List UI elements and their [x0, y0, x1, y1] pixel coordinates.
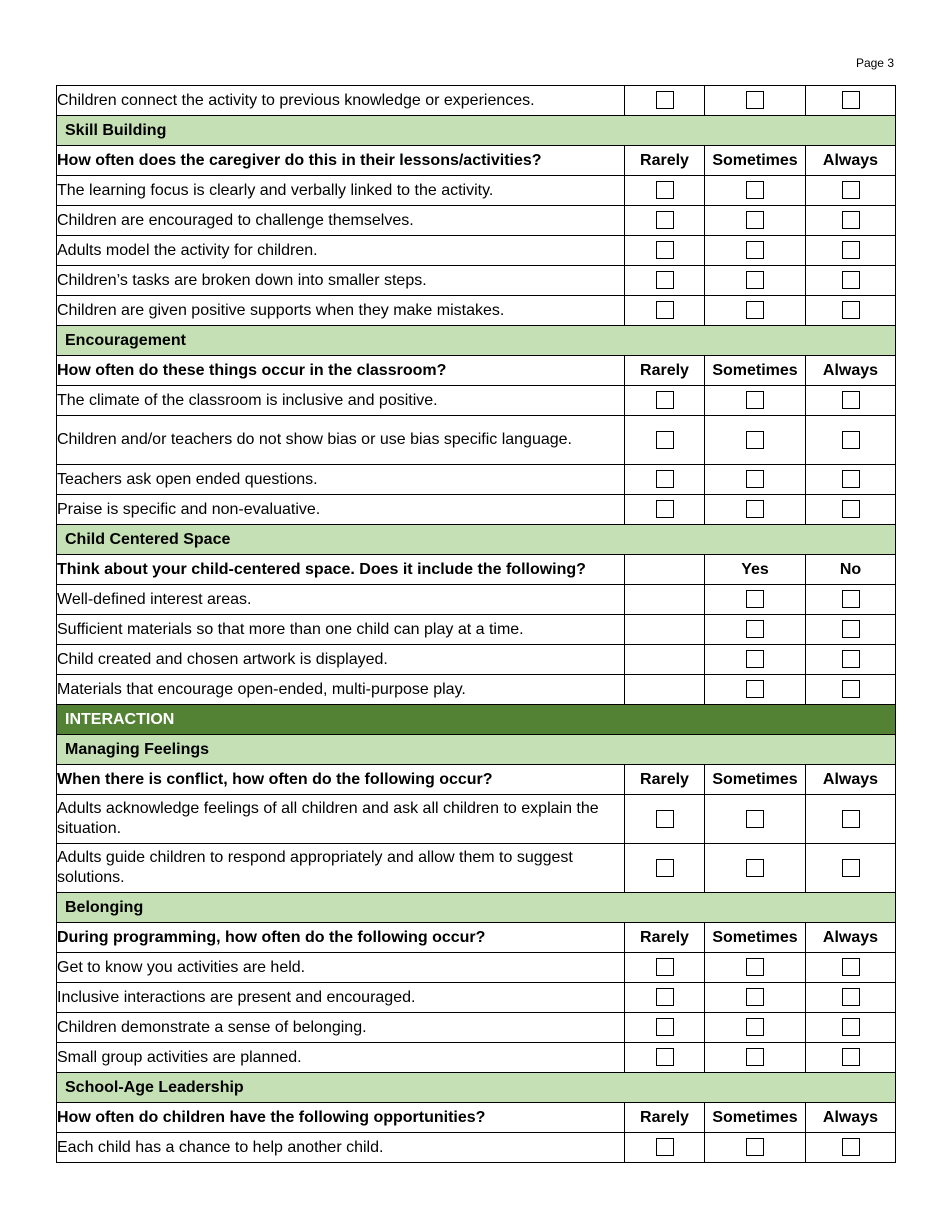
- checklist-row: [57, 585, 896, 615]
- section-header-encouragement: [57, 326, 896, 356]
- column-header-no: No: [806, 555, 896, 585]
- checklist-row: [57, 465, 896, 495]
- item-text: Teachers ask open ended questions.: [57, 465, 625, 495]
- column-header-yes: Yes: [705, 555, 806, 585]
- checkbox-always[interactable]: [842, 241, 860, 259]
- checklist-row: [57, 236, 896, 266]
- question-text: During programming, how often do the following occur?: [57, 923, 625, 953]
- checkbox-always[interactable]: [842, 1048, 860, 1066]
- checklist-row: [57, 495, 896, 525]
- checkbox-always[interactable]: [842, 1138, 860, 1156]
- checkbox-rarely[interactable]: [656, 241, 674, 259]
- checklist-row: [57, 645, 896, 675]
- checkbox-sometimes[interactable]: [746, 211, 764, 229]
- checkbox-rarely[interactable]: [656, 958, 674, 976]
- item-text: The climate of the classroom is inclusive and positive.: [57, 386, 625, 416]
- category-title: INTERACTION: [57, 705, 896, 735]
- checkbox-sometimes[interactable]: [746, 91, 764, 109]
- checkbox-yes[interactable]: [746, 680, 764, 698]
- checkbox-rarely[interactable]: [656, 91, 674, 109]
- item-text: Children demonstrate a sense of belonging.: [57, 1013, 625, 1043]
- category-header-interaction: [57, 705, 896, 735]
- checkbox-rarely[interactable]: [656, 211, 674, 229]
- checkbox-always[interactable]: [842, 211, 860, 229]
- question-row: [57, 765, 896, 795]
- section-title: Managing Feelings: [57, 735, 896, 765]
- item-text: Adults guide children to respond appropriately and allow them to suggest solutions.: [57, 844, 625, 893]
- checklist-row: [57, 266, 896, 296]
- checkbox-sometimes[interactable]: [746, 241, 764, 259]
- item-text: Children’s tasks are broken down into smaller steps.: [57, 266, 625, 296]
- column-header-sometimes: Sometimes: [705, 1103, 806, 1133]
- column-header-always: Always: [806, 356, 896, 386]
- checklist-row: [57, 953, 896, 983]
- checkbox-rarely[interactable]: [656, 1048, 674, 1066]
- checkbox-rarely[interactable]: [656, 859, 674, 877]
- column-header-rarely: Rarely: [625, 765, 705, 795]
- question-text: Think about your child-centered space. Does it include the following?: [57, 555, 625, 585]
- item-text: Adults model the activity for children.: [57, 236, 625, 266]
- question-text: How often does the caregiver do this in their lessons/activities?: [57, 146, 625, 176]
- section-title: School-Age Leadership: [57, 1073, 896, 1103]
- checkbox-sometimes[interactable]: [746, 391, 764, 409]
- question-text: How often do these things occur in the classroom?: [57, 356, 625, 386]
- checkbox-sometimes[interactable]: [746, 431, 764, 449]
- checkbox-sometimes[interactable]: [746, 810, 764, 828]
- section-header-skill-building: [57, 116, 896, 146]
- checkbox-yes[interactable]: [746, 590, 764, 608]
- item-text: Children connect the activity to previous knowledge or experiences.: [57, 86, 625, 116]
- checkbox-sometimes[interactable]: [746, 1138, 764, 1156]
- checkbox-rarely[interactable]: [656, 271, 674, 289]
- empty-cell: [625, 675, 705, 705]
- checklist-row: [57, 296, 896, 326]
- checkbox-always[interactable]: [842, 391, 860, 409]
- checklist-row: [57, 416, 896, 465]
- item-text: Small group activities are planned.: [57, 1043, 625, 1073]
- column-header-rarely: Rarely: [625, 356, 705, 386]
- checkbox-always[interactable]: [842, 958, 860, 976]
- checkbox-sometimes[interactable]: [746, 859, 764, 877]
- column-header-rarely: Rarely: [625, 146, 705, 176]
- item-text: Inclusive interactions are present and encouraged.: [57, 983, 625, 1013]
- checkbox-rarely[interactable]: [656, 301, 674, 319]
- item-text: Materials that encourage open-ended, multi-purpose play.: [57, 675, 625, 705]
- checkbox-no[interactable]: [842, 680, 860, 698]
- checklist-row: [57, 1013, 896, 1043]
- checkbox-rarely[interactable]: [656, 470, 674, 488]
- column-header-sometimes: Sometimes: [705, 146, 806, 176]
- checkbox-always[interactable]: [842, 271, 860, 289]
- column-header-sometimes: Sometimes: [705, 765, 806, 795]
- checkbox-rarely[interactable]: [656, 500, 674, 518]
- checkbox-rarely[interactable]: [656, 431, 674, 449]
- item-text: Adults acknowledge feelings of all children and ask all children to explain the situation.: [57, 795, 625, 844]
- item-text: Children and/or teachers do not show bias or use bias specific language.: [57, 416, 625, 465]
- checkbox-rarely[interactable]: [656, 1138, 674, 1156]
- checklist-row: [57, 983, 896, 1013]
- checkbox-no[interactable]: [842, 590, 860, 608]
- checkbox-sometimes[interactable]: [746, 181, 764, 199]
- checklist-row: [57, 1133, 896, 1163]
- empty-cell: [625, 615, 705, 645]
- section-title: Skill Building: [57, 116, 896, 146]
- checklist-row: [57, 386, 896, 416]
- checkbox-yes[interactable]: [746, 620, 764, 638]
- section-title: Encouragement: [57, 326, 896, 356]
- column-header-sometimes: Sometimes: [705, 923, 806, 953]
- checkbox-always[interactable]: [842, 859, 860, 877]
- checkbox-always[interactable]: [842, 431, 860, 449]
- checklist-row: [57, 1043, 896, 1073]
- checkbox-rarely[interactable]: [656, 391, 674, 409]
- checklist-row: [57, 844, 896, 893]
- column-header-always: Always: [806, 1103, 896, 1133]
- section-header-belonging: [57, 893, 896, 923]
- item-text: Each child has a chance to help another child.: [57, 1133, 625, 1163]
- section-title: Belonging: [57, 893, 896, 923]
- item-text: Well-defined interest areas.: [57, 585, 625, 615]
- page-number: Page 3: [855, 56, 894, 70]
- question-row: [57, 923, 896, 953]
- item-text: Praise is specific and non-evaluative.: [57, 495, 625, 525]
- question-row: [57, 1103, 896, 1133]
- item-text: Children are given positive supports when they make mistakes.: [57, 296, 625, 326]
- checkbox-yes[interactable]: [746, 650, 764, 668]
- item-text: Get to know you activities are held.: [57, 953, 625, 983]
- column-header-empty: [625, 555, 705, 585]
- checkbox-sometimes[interactable]: [746, 500, 764, 518]
- checkbox-rarely[interactable]: [656, 181, 674, 199]
- checkbox-always[interactable]: [842, 181, 860, 199]
- checklist-row: [57, 615, 896, 645]
- section-header-child-centered-space: [57, 525, 896, 555]
- checkbox-sometimes[interactable]: [746, 1018, 764, 1036]
- checklist-row: [57, 675, 896, 705]
- checkbox-always[interactable]: [842, 988, 860, 1006]
- section-header-school-age-leadership: [57, 1073, 896, 1103]
- checkbox-sometimes[interactable]: [746, 470, 764, 488]
- checkbox-sometimes[interactable]: [746, 271, 764, 289]
- item-text: Children are encouraged to challenge themselves.: [57, 206, 625, 236]
- column-header-always: Always: [806, 146, 896, 176]
- checkbox-rarely[interactable]: [656, 988, 674, 1006]
- section-title: Child Centered Space: [57, 525, 896, 555]
- checklist-row: [57, 86, 896, 116]
- question-row: [57, 356, 896, 386]
- question-text: When there is conflict, how often do the following occur?: [57, 765, 625, 795]
- checkbox-sometimes[interactable]: [746, 958, 764, 976]
- question-text: How often do children have the following opportunities?: [57, 1103, 625, 1133]
- checkbox-rarely[interactable]: [656, 810, 674, 828]
- checkbox-no[interactable]: [842, 620, 860, 638]
- empty-cell: [625, 645, 705, 675]
- checkbox-sometimes[interactable]: [746, 1048, 764, 1066]
- item-text: Child created and chosen artwork is displayed.: [57, 645, 625, 675]
- empty-cell: [625, 585, 705, 615]
- checkbox-no[interactable]: [842, 650, 860, 668]
- item-text: Sufficient materials so that more than one child can play at a time.: [57, 615, 625, 645]
- checkbox-always[interactable]: [842, 1018, 860, 1036]
- checklist-row: [57, 795, 896, 844]
- column-header-sometimes: Sometimes: [705, 356, 806, 386]
- question-row: [57, 555, 896, 585]
- checkbox-rarely[interactable]: [656, 1018, 674, 1036]
- checkbox-always[interactable]: [842, 470, 860, 488]
- observation-checklist-table: [56, 85, 896, 1163]
- checkbox-always[interactable]: [842, 91, 860, 109]
- checkbox-always[interactable]: [842, 500, 860, 518]
- column-header-rarely: Rarely: [625, 1103, 705, 1133]
- column-header-always: Always: [806, 765, 896, 795]
- section-header-managing-feelings: [57, 735, 896, 765]
- checklist-row: [57, 206, 896, 236]
- column-header-rarely: Rarely: [625, 923, 705, 953]
- checkbox-sometimes[interactable]: [746, 301, 764, 319]
- checkbox-always[interactable]: [842, 810, 860, 828]
- question-row: [57, 146, 896, 176]
- column-header-always: Always: [806, 923, 896, 953]
- checklist-row: [57, 176, 896, 206]
- checkbox-sometimes[interactable]: [746, 988, 764, 1006]
- item-text: The learning focus is clearly and verbally linked to the activity.: [57, 176, 625, 206]
- checkbox-always[interactable]: [842, 301, 860, 319]
